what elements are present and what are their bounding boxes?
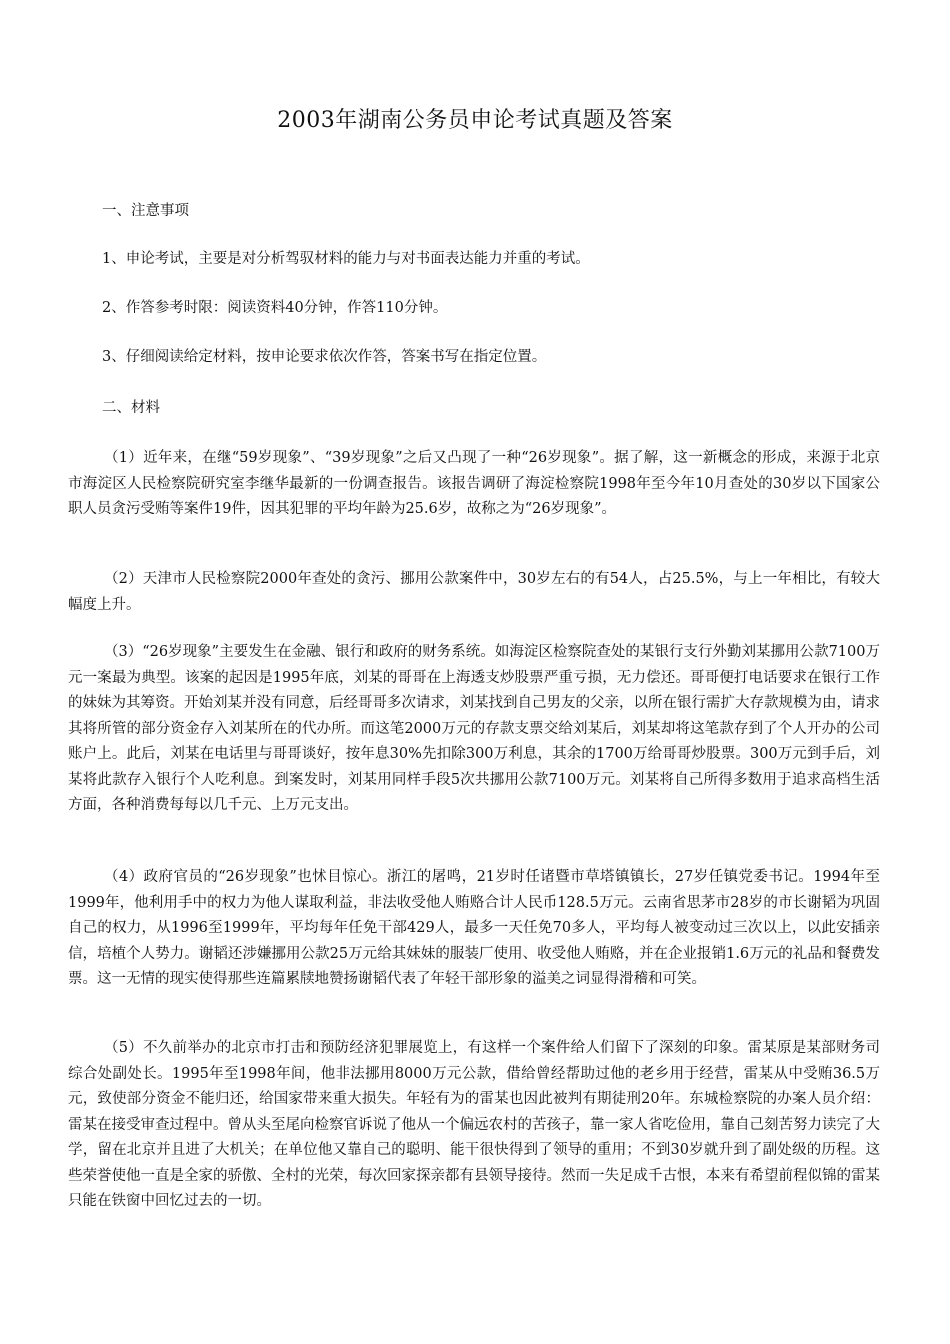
document-title: 2003年湖南公务员申论考试真题及答案 xyxy=(277,108,673,133)
material-paragraph-4: （4）政府官员的“26岁现象”也怵目惊心。浙江的屠鸣，21岁时任诸暨市草塔镇镇长，27岁任镇党委书记。1994年至1999年，他利用手中的权力为他人谋取利益，非法收受他人贿赂合计人民币128.5万元。云南省思茅市28岁的市长谢韬为巩固自己的权力，从1996至1999年，平均每年任免干部429人，最多一天任免70多人，平均每人被变动过三次以上，以此安插亲信，培植个人势力。谢韬还涉嫌挪用公款25万元给其妹妹的服装厂使用、收受他人贿赂，并在企业报销1.6万元的礼品和餐费发票。这一无情的现实使得那些连篇累牍地赞扬谢韬代表了年轻干部形象的溢美之词显得滑稽和可笑。 xyxy=(68,869,880,987)
materials-heading: 二、材料 xyxy=(102,400,160,416)
notice-heading: 一、注意事项 xyxy=(102,203,189,219)
notice-item-2: 2、作答参考时限：阅读资料40分钟，作答110分钟。 xyxy=(102,300,448,316)
material-paragraph-3: （3）“26岁现象”主要发生在金融、银行和政府的财务系统。如海淀区检察院查处的某银行支行外勤刘某挪用公款7100万元一案最为典型。该案的起因是1995年底，刘某的哥哥在上海透支炒股票严重亏损，无力偿还。哥哥便打电话要求在银行工作的妹妹为其筹资。开始刘某并没有同意，后经哥哥多次请求，刘某找到自己男友的父亲，以所在银行需扩大存款规模为由，请求其将所管的部分资金存入刘某所在的代办所。而这笔2000万元的存款支票交给刘某后，刘某却将这笔款存到了个人开办的公司账户上。此后，刘某在电话里与哥哥谈好，按年息30%先扣除300万利息，其余的1700万给哥哥炒股票。300万元到手后，刘某将此款存入银行个人吃利息。到案发时，刘某用同样手段5次共挪用公款7100万元。刘某将自己所得多数用于追求高档生活方面，各种消费每每以几千元、上万元支出。 xyxy=(68,644,880,813)
material-paragraph-5: （5）不久前举办的北京市打击和预防经济犯罪展览上，有这样一个案件给人们留下了深刻的印象。雷某原是某部财务司综合处副处长。1995年至1998年间，他非法挪用8000万元公款，借给曾经帮助过他的老乡用于经营，雷某从中受贿36.5万元，致使部分资金不能归还，给国家带来重大损失。年轻有为的雷某也因此被判有期徒刑20年。东城检察院的办案人员介绍：雷某在接受审查过程中。曾从头至尾向检察官诉说了他从一个偏远农村的苦孩子，靠一家人省吃俭用，靠自己刻苦努力读完了大学，留在北京并且进了大机关；在单位他又靠自己的聪明、能干很快得到了领导的重用；不到30岁就升到了副处级的历程。这些荣誉使他一直是全家的骄傲、全村的光荣，每次回家探亲都有县领导接待。然而一失足成千古恨，本来有希望前程似锦的雷某只能在铁窗中回忆过去的一切。 xyxy=(68,1040,880,1209)
material-paragraph-2: （2）天津市人民检察院2000年查处的贪污、挪用公款案件中，30岁左右的有54人，占25.5%，与上一年相比，有较大幅度上升。 xyxy=(68,571,880,613)
material-paragraph-1: （1）近年来，在继“59岁现象”、“39岁现象”之后又凸现了一种“26岁现象”。据了解，这一新概念的形成，来源于北京市海淀区人民检察院研究室李继华最新的一份调查报告。该报告调研了海淀检察院1998年至今年10月查处的30岁以下国家公职人员贪污受贿等案件19件，因其犯罪的平均年龄为25.6岁，故称之为“26岁现象”。 xyxy=(68,450,880,517)
notice-item-3: 3、仔细阅读给定材料，按申论要求依次作答，答案书写在指定位置。 xyxy=(102,349,547,365)
notice-item-1: 1、申论考试，主要是对分析驾驭材料的能力与对书面表达能力并重的考试。 xyxy=(102,251,590,267)
